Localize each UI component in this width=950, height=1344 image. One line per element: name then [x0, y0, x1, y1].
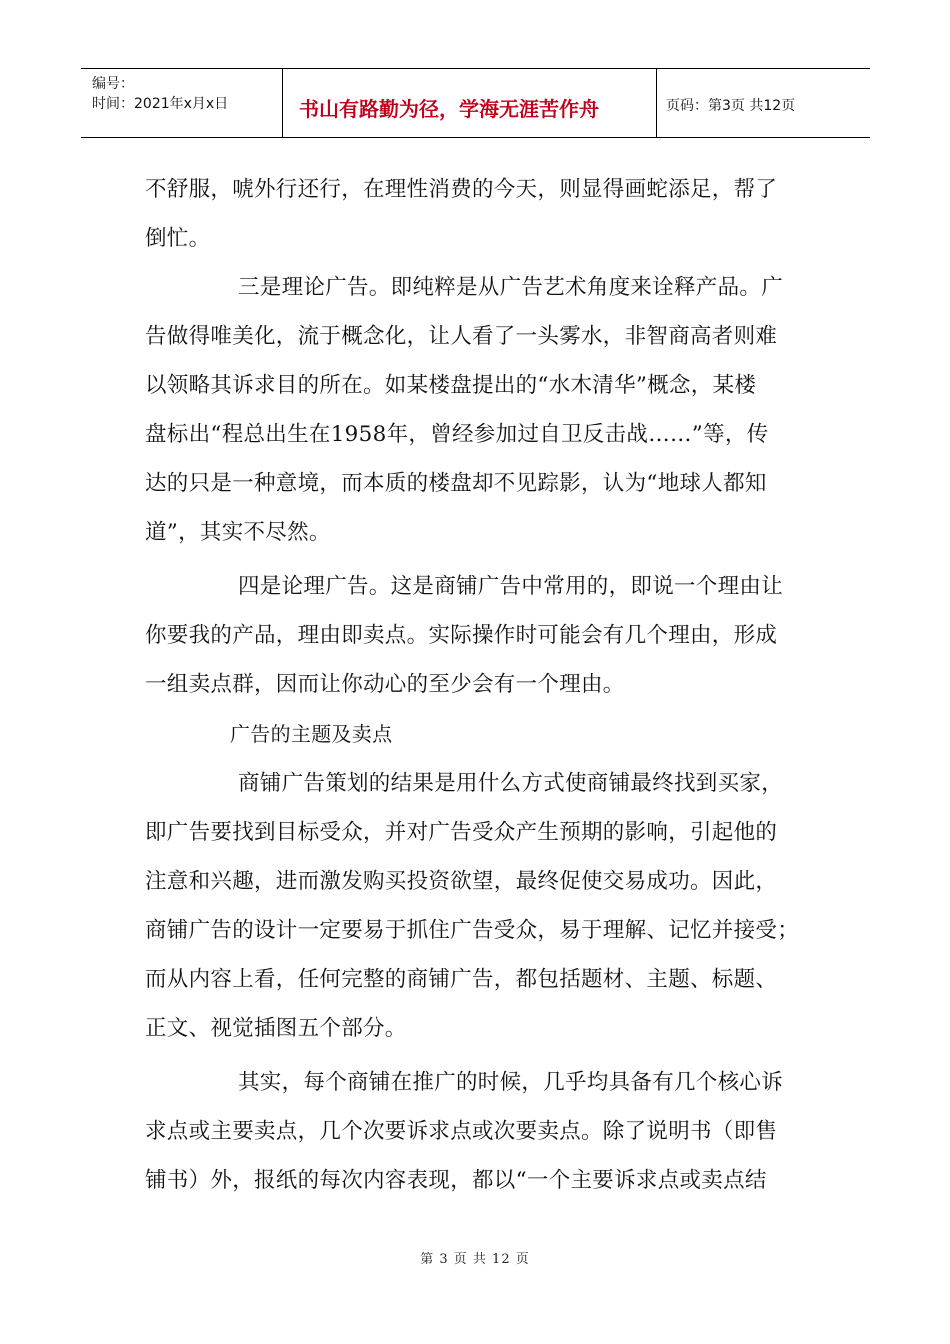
body-line: 三是理论广告。即纯粹是从广告艺术角度来诠释产品。广: [238, 275, 784, 300]
header-meta-cell: [81, 69, 283, 137]
header-table: [81, 68, 870, 138]
body-line: 铺书）外，报纸的每次内容表现，都以“一个主要诉求点或卖点结: [145, 1168, 767, 1193]
body-line: 一组卖点群，因而让你动心的至少会有一个理由。: [145, 672, 625, 697]
body-line: 你要我的产品，理由即卖点。实际操作时可能会有几个理由，形成: [145, 623, 778, 648]
body-line: 倒忙。: [145, 226, 211, 251]
header-motto-cell: [283, 69, 657, 137]
body-line: 其实，每个商铺在推广的时候，几乎均具备有几个核心诉: [238, 1070, 784, 1095]
section-heading: 广告的主题及卖点: [230, 722, 393, 746]
body-line: 盘标出“程总出生在1958年，曾经参加过自卫反击战……”等，传: [145, 422, 769, 447]
header-page-cell: [657, 69, 870, 137]
body-line: 不舒服，唬外行还行，在理性消费的今天，则显得画蛇添足，帮了: [145, 177, 778, 202]
body-line: 正文、视觉插图五个部分。: [145, 1016, 407, 1041]
body-line: 求点或主要卖点，几个次要诉求点或次要卖点。除了说明书（即售: [145, 1119, 778, 1144]
body-line: 即广告要找到目标受众，并对广告受众产生预期的影响，引起他的: [145, 820, 778, 845]
body-line: 商铺广告策划的结果是用什么方式使商铺最终找到买家，: [238, 771, 784, 796]
body-line: 四是论理广告。这是商铺广告中常用的，即说一个理由让: [238, 574, 784, 599]
body-line: 商铺广告的设计一定要易于抓住广告受众，易于理解、记忆并接受；: [145, 918, 800, 943]
document-number-label: 编号：: [92, 76, 134, 92]
page-footer: 第 3 页 共 12 页: [420, 1252, 530, 1267]
body-line: 达的只是一种意境，而本质的楼盘却不见踪影，认为“地球人都知: [145, 471, 767, 496]
body-line: 而从内容上看，任何完整的商铺广告，都包括题材、主题、标题、: [145, 967, 778, 992]
body-line: 以领略其诉求目的所在。如某楼盘提出的“水木清华”概念，某楼: [145, 373, 757, 398]
header-page-info: 页码：第3页 共12页: [666, 98, 796, 114]
body-line: 注意和兴趣，进而激发购买投资欲望，最终促使交易成功。因此，: [145, 869, 778, 894]
body-line: 道”，其实不尽然。: [145, 520, 331, 545]
header-motto: 书山有路勤为径，学海无涯苦作舟: [299, 97, 599, 121]
document-time-label: 时间：2021年x月x日: [92, 96, 229, 112]
body-line: 告做得唯美化，流于概念化，让人看了一头雾水，非智商高者则难: [145, 324, 778, 349]
